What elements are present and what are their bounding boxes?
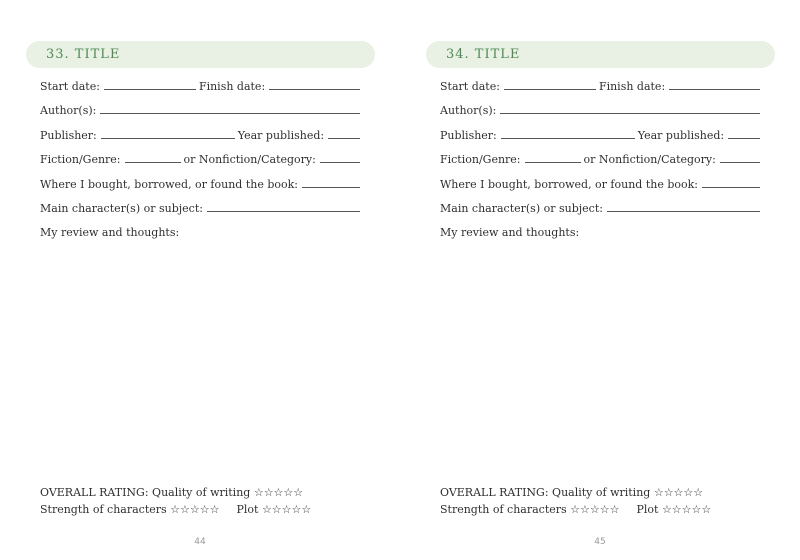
authors-field[interactable] [100, 103, 360, 114]
review-label: My review and thoughts: [40, 226, 180, 239]
publisher-label: Publisher: [40, 129, 97, 142]
finish-date-label: Finish date: [598, 80, 666, 93]
where-label: Where I bought, borrowed, or found the book: [440, 178, 699, 191]
publisher-label: Publisher: [440, 129, 497, 142]
publisher-field[interactable] [101, 128, 235, 139]
finish-date-field[interactable] [669, 79, 760, 90]
review-row [40, 226, 360, 240]
nonfiction-field[interactable] [320, 152, 360, 163]
publisher-row [440, 128, 760, 143]
strength-label: Strength of characters [40, 503, 167, 516]
right-page [400, 0, 800, 560]
page-number: 45 [594, 537, 606, 547]
characters-field[interactable] [207, 201, 360, 212]
quality-stars[interactable]: ☆☆☆☆☆ [653, 486, 704, 499]
start-date-label: Start date: [40, 80, 100, 93]
authors-label: Author(s): [40, 104, 97, 117]
publisher-row [40, 128, 360, 143]
strength-label: Strength of characters [440, 503, 567, 516]
characters-plot-rating-row [40, 503, 311, 517]
start-date-field[interactable] [104, 79, 196, 90]
year-published-label: Year published: [637, 129, 725, 142]
authors-row [440, 103, 760, 118]
title-bar [26, 41, 375, 68]
fiction-label: Fiction/Genre: [440, 153, 521, 166]
characters-row [40, 201, 360, 216]
dates-row [440, 79, 760, 94]
quality-stars[interactable]: ☆☆☆☆☆ [253, 486, 304, 499]
strength-stars[interactable]: ☆☆☆☆☆ [570, 503, 620, 516]
finish-date-label: Finish date: [198, 80, 266, 93]
year-published-field[interactable] [328, 128, 360, 139]
where-row [440, 177, 760, 192]
review-row [440, 226, 760, 240]
entry-title: 33. TITLE [46, 47, 121, 62]
year-published-label: Year published: [237, 129, 325, 142]
characters-label: Main character(s) or subject: [40, 202, 203, 215]
characters-plot-rating-row [440, 503, 711, 517]
overall-rating-label: OVERALL RATING: Quality of writing [40, 486, 251, 499]
overall-rating-row [40, 486, 303, 500]
plot-label: Plot [236, 503, 259, 516]
genre-row [440, 152, 760, 167]
publisher-field[interactable] [501, 128, 635, 139]
year-published-field[interactable] [728, 128, 760, 139]
finish-date-field[interactable] [269, 79, 360, 90]
overall-rating-row [440, 486, 703, 500]
plot-stars[interactable]: ☆☆☆☆☆ [661, 503, 712, 516]
nonfiction-label: or Nonfiction/Category: [583, 153, 716, 166]
overall-rating-label: OVERALL RATING: Quality of writing [440, 486, 651, 499]
where-field[interactable] [702, 177, 760, 188]
dates-row [40, 79, 360, 94]
authors-row [40, 103, 360, 118]
authors-label: Author(s): [440, 104, 497, 117]
plot-stars[interactable]: ☆☆☆☆☆ [261, 503, 312, 516]
strength-stars[interactable]: ☆☆☆☆☆ [170, 503, 220, 516]
fiction-label: Fiction/Genre: [40, 153, 121, 166]
fiction-field[interactable] [525, 152, 581, 163]
where-label: Where I bought, borrowed, or found the book: [40, 178, 299, 191]
authors-field[interactable] [500, 103, 760, 114]
review-label: My review and thoughts: [440, 226, 580, 239]
title-bar [426, 41, 775, 68]
start-date-label: Start date: [440, 80, 500, 93]
entry-title: 34. TITLE [446, 47, 521, 62]
characters-row [440, 201, 760, 216]
genre-row [40, 152, 360, 167]
where-row [40, 177, 360, 192]
start-date-field[interactable] [504, 79, 596, 90]
nonfiction-field[interactable] [720, 152, 760, 163]
plot-label: Plot [636, 503, 659, 516]
characters-label: Main character(s) or subject: [440, 202, 603, 215]
where-field[interactable] [302, 177, 360, 188]
characters-field[interactable] [607, 201, 760, 212]
nonfiction-label: or Nonfiction/Category: [183, 153, 316, 166]
page-number: 44 [194, 537, 206, 547]
fiction-field[interactable] [125, 152, 181, 163]
